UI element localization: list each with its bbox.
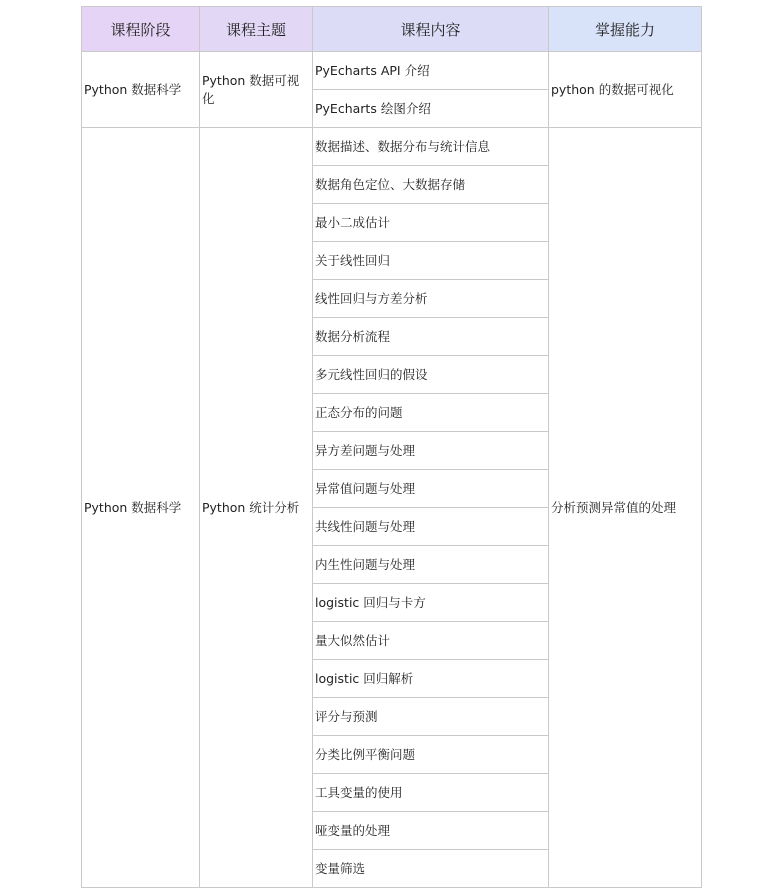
header-topic: 课程主题	[200, 7, 313, 52]
content-cell: PyEcharts API 介绍	[313, 52, 549, 90]
topic-cell: Python 数据可视化	[200, 52, 313, 128]
content-cell: 线性回归与方差分析	[313, 280, 549, 318]
content-cell: 哑变量的处理	[313, 812, 549, 850]
stage-cell: Python 数据科学	[82, 52, 200, 128]
course-table	[81, 6, 702, 888]
stage-cell: Python 数据科学	[82, 128, 200, 888]
content-cell: 分类比例平衡问题	[313, 736, 549, 774]
content-cell: 异常值问题与处理	[313, 470, 549, 508]
content-cell: 数据描述、数据分布与统计信息	[313, 128, 549, 166]
topic-cell: Python 统计分析	[200, 128, 313, 888]
header-content: 课程内容	[313, 7, 549, 52]
content-cell: 数据角色定位、大数据存储	[313, 166, 549, 204]
content-cell: 内生性问题与处理	[313, 546, 549, 584]
content-cell: 最小二成估计	[313, 204, 549, 242]
content-cell: 正态分布的问题	[313, 394, 549, 432]
content-cell: logistic 回归与卡方	[313, 584, 549, 622]
table-row	[82, 128, 702, 166]
content-cell: 多元线性回归的假设	[313, 356, 549, 394]
header-stage: 课程阶段	[82, 7, 200, 52]
content-cell: PyEcharts 绘图介绍	[313, 90, 549, 128]
ability-cell: python 的数据可视化	[549, 52, 702, 128]
content-cell: 共线性问题与处理	[313, 508, 549, 546]
content-cell: 变量筛选	[313, 850, 549, 888]
ability-cell: 分析预测异常值的处理	[549, 128, 702, 888]
header-ability: 掌握能力	[549, 7, 702, 52]
content-cell: logistic 回归解析	[313, 660, 549, 698]
content-cell: 异方差问题与处理	[313, 432, 549, 470]
content-cell: 关于线性回归	[313, 242, 549, 280]
content-cell: 评分与预测	[313, 698, 549, 736]
content-cell: 数据分析流程	[313, 318, 549, 356]
content-cell: 量大似然估计	[313, 622, 549, 660]
content-cell: 工具变量的使用	[313, 774, 549, 812]
header-row	[82, 7, 702, 52]
table-row	[82, 52, 702, 90]
course-table-container	[81, 6, 701, 888]
